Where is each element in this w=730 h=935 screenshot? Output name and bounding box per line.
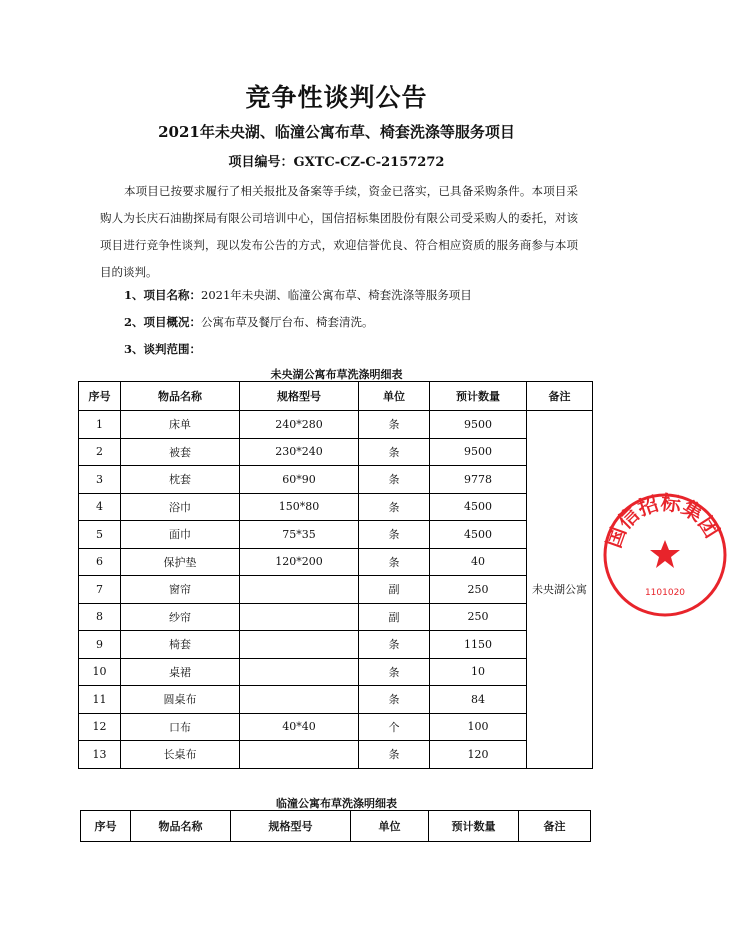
cell-item-name: 保护垫 <box>121 548 240 576</box>
cell-index: 6 <box>79 548 121 576</box>
cell-quantity: 4500 <box>430 521 527 549</box>
cell-quantity: 250 <box>430 576 527 604</box>
cell-spec: 40*40 <box>240 713 359 741</box>
cell-spec: 240*280 <box>240 411 359 439</box>
header-quantity: 预计数量 <box>430 382 527 411</box>
cell-spec <box>240 576 359 604</box>
cell-quantity: 9500 <box>430 438 527 466</box>
cell-unit: 条 <box>359 658 430 686</box>
company-seal-stamp <box>600 490 730 620</box>
item-label: 2、项目概况： <box>124 315 202 329</box>
cell-spec: 75*35 <box>240 521 359 549</box>
cell-remark: 未央湖公寓 <box>527 411 593 769</box>
cell-item-name: 窗帘 <box>121 576 240 604</box>
cell-item-name: 面巾 <box>121 521 240 549</box>
table1-caption: 未央湖公寓布草洗涤明细表 <box>270 368 403 381</box>
item-label: 3、谈判范围： <box>124 342 202 356</box>
cell-unit: 个 <box>359 713 430 741</box>
cell-quantity: 84 <box>430 686 527 714</box>
cell-spec <box>240 603 359 631</box>
table-row <box>79 713 593 741</box>
cell-quantity: 100 <box>430 713 527 741</box>
cell-unit: 条 <box>359 548 430 576</box>
cell-index: 3 <box>79 466 121 494</box>
seal-star-icon <box>650 540 680 568</box>
table-row <box>79 521 593 549</box>
cell-unit: 条 <box>359 521 430 549</box>
document-subtitle: 2021年未央湖、临潼公寓布草、椅套洗涤等服务项目 <box>158 123 515 141</box>
cell-unit: 条 <box>359 466 430 494</box>
cell-spec <box>240 741 359 769</box>
cell-index: 8 <box>79 603 121 631</box>
cell-index: 11 <box>79 686 121 714</box>
cell-index: 10 <box>79 658 121 686</box>
cell-index: 7 <box>79 576 121 604</box>
header-spec: 规格型号 <box>240 382 359 411</box>
item-negotiation-scope <box>124 341 201 357</box>
cell-item-name: 浴巾 <box>121 493 240 521</box>
cell-quantity: 10 <box>430 658 527 686</box>
cell-quantity: 40 <box>430 548 527 576</box>
table-row <box>79 576 593 604</box>
item-text: 2021年未央湖、临潼公寓布草、椅套洗涤等服务项目 <box>201 288 472 302</box>
cell-item-name: 口布 <box>121 713 240 741</box>
cell-quantity: 120 <box>430 741 527 769</box>
cell-item-name: 纱帘 <box>121 603 240 631</box>
intro-paragraph: 本项目已按要求履行了相关报批及备案等手续，资金已落实，已具备采购条件。本项目采购人为长庆石油勘探局有限公司培训中心，国信招标集团股份有限公司受采购人的委托，对该项目进行竞争性谈判，现以发布公告的方式，欢迎信誉优良、符合相应资质的服务商参与本项目的谈判。 <box>100 184 578 279</box>
header-index: 序号 <box>79 382 121 411</box>
cell-quantity: 9778 <box>430 466 527 494</box>
cell-item-name: 枕套 <box>121 466 240 494</box>
header-item-name: 物品名称 <box>131 811 231 842</box>
cell-spec <box>240 686 359 714</box>
header-remark: 备注 <box>519 811 591 842</box>
item-project-name <box>124 287 472 303</box>
table-row <box>79 548 593 576</box>
table-row <box>79 411 593 439</box>
cell-quantity: 1150 <box>430 631 527 659</box>
cell-unit: 条 <box>359 411 430 439</box>
cell-index: 5 <box>79 521 121 549</box>
seal-ring <box>605 495 725 615</box>
table-header-row <box>79 382 593 411</box>
cell-spec <box>240 631 359 659</box>
table-row <box>79 466 593 494</box>
item-text: 公寓布草及餐厅台布、椅套清洗。 <box>201 315 374 329</box>
cell-index: 4 <box>79 493 121 521</box>
header-spec: 规格型号 <box>231 811 351 842</box>
cell-index: 9 <box>79 631 121 659</box>
cell-unit: 条 <box>359 438 430 466</box>
header-unit: 单位 <box>359 382 430 411</box>
cell-unit: 副 <box>359 576 430 604</box>
cell-index: 13 <box>79 741 121 769</box>
cell-item-name: 椅套 <box>121 631 240 659</box>
item-label: 1、项目名称： <box>124 288 202 302</box>
document-title: 竞争性谈判公告 <box>245 83 428 112</box>
table-row <box>79 658 593 686</box>
cell-item-name: 长桌布 <box>121 741 240 769</box>
cell-spec: 60*90 <box>240 466 359 494</box>
cell-quantity: 9500 <box>430 411 527 439</box>
table-row <box>79 741 593 769</box>
table2-caption: 临潼公寓布草洗涤明细表 <box>276 797 397 810</box>
cell-index: 1 <box>79 411 121 439</box>
table-row <box>79 686 593 714</box>
lintong-linen-table <box>80 810 591 842</box>
header-remark: 备注 <box>527 382 593 411</box>
cell-unit: 条 <box>359 686 430 714</box>
cell-item-name: 圆桌布 <box>121 686 240 714</box>
cell-item-name: 桌裙 <box>121 658 240 686</box>
header-index: 序号 <box>81 811 131 842</box>
seal-code: 1101020 <box>644 588 686 598</box>
cell-quantity: 250 <box>430 603 527 631</box>
cell-spec <box>240 658 359 686</box>
header-item-name: 物品名称 <box>121 382 240 411</box>
cell-item-name: 床单 <box>121 411 240 439</box>
table-row <box>79 493 593 521</box>
header-quantity: 预计数量 <box>429 811 519 842</box>
header-unit: 单位 <box>351 811 429 842</box>
weiyanghu-linen-table <box>78 381 593 769</box>
cell-spec: 120*200 <box>240 548 359 576</box>
cell-spec: 230*240 <box>240 438 359 466</box>
table-row <box>79 438 593 466</box>
cell-unit: 条 <box>359 741 430 769</box>
cell-item-name: 被套 <box>121 438 240 466</box>
cell-unit: 条 <box>359 493 430 521</box>
cell-index: 2 <box>79 438 121 466</box>
table-row <box>79 631 593 659</box>
item-project-overview <box>124 314 374 330</box>
cell-unit: 条 <box>359 631 430 659</box>
table-row <box>79 603 593 631</box>
cell-spec: 150*80 <box>240 493 359 521</box>
table-header-row <box>81 811 591 842</box>
cell-index: 12 <box>79 713 121 741</box>
cell-quantity: 4500 <box>430 493 527 521</box>
cell-unit: 副 <box>359 603 430 631</box>
seal-text: 国信招标集团 <box>601 490 725 551</box>
project-number: 项目编号：GXTC-CZ-C-2157272 <box>228 155 445 170</box>
